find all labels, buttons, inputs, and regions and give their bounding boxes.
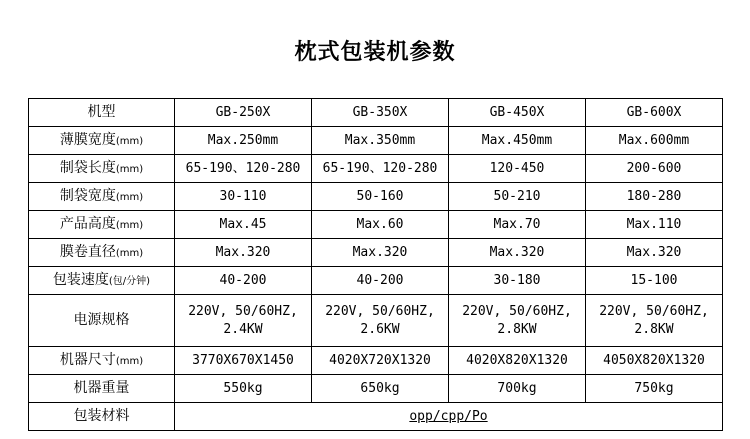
row-label-text: 制袋长度: [59, 160, 116, 177]
cell-value: Max.320: [312, 239, 449, 267]
header-model-1: GB-250X: [175, 99, 312, 127]
cell-value: [312, 295, 449, 347]
cell-line-2: 2.8KW: [497, 321, 537, 337]
table-row: [29, 155, 723, 183]
row-label-unit: (mm): [115, 356, 144, 368]
table-row-material: [29, 403, 723, 431]
cell-value: 4020X720X1320: [312, 347, 449, 375]
spec-table-container: [28, 98, 722, 431]
row-label-unit: (mm): [115, 248, 144, 260]
row-label-text: 包装速度: [52, 272, 109, 289]
cell-value: Max.350mm: [312, 127, 449, 155]
cell-value: 50-210: [449, 183, 586, 211]
cell-line-2: 2.6KW: [360, 321, 400, 337]
row-label: [29, 183, 175, 211]
cell-line-2: 2.8KW: [634, 321, 674, 337]
cell-value: 40-200: [312, 267, 449, 295]
cell-value: Max.45: [175, 211, 312, 239]
cell-value: Max.70: [449, 211, 586, 239]
table-row: [29, 127, 723, 155]
table-row: [29, 267, 723, 295]
row-label: [29, 295, 175, 347]
cell-value: Max.110: [586, 211, 723, 239]
table-row: [29, 211, 723, 239]
header-model-4: GB-600X: [586, 99, 723, 127]
cell-value: 40-200: [175, 267, 312, 295]
header-model-3: GB-450X: [449, 99, 586, 127]
cell-value: Max.320: [586, 239, 723, 267]
cell-value: 65-190、120-280: [175, 155, 312, 183]
table-row: [29, 375, 723, 403]
row-label-text: 产品高度: [59, 216, 116, 233]
row-label: [29, 375, 175, 403]
cell-value: 750kg: [586, 375, 723, 403]
cell-value: Max.320: [449, 239, 586, 267]
material-value: opp/cpp/Po: [175, 403, 723, 431]
cell-value: 4050X820X1320: [586, 347, 723, 375]
cell-value: 30-180: [449, 267, 586, 295]
header-model-2: GB-350X: [312, 99, 449, 127]
row-label-unit: (包/分钟): [108, 276, 151, 288]
row-label: [29, 239, 175, 267]
cell-value: 30-110: [175, 183, 312, 211]
cell-line-1: 220V, 50/60HZ,: [188, 303, 298, 319]
row-label-text: 机器重量: [73, 380, 130, 397]
cell-value: 50-160: [312, 183, 449, 211]
cell-value: 550kg: [175, 375, 312, 403]
row-label: 包装材料: [29, 403, 175, 431]
cell-value: Max.320: [175, 239, 312, 267]
table-row: [29, 347, 723, 375]
cell-value: [175, 295, 312, 347]
header-row-label: 机型: [29, 99, 175, 127]
row-label: [29, 211, 175, 239]
row-label-unit: (mm): [115, 164, 144, 176]
cell-value: 15-100: [586, 267, 723, 295]
spec-table: [28, 98, 723, 431]
table-row: [29, 239, 723, 267]
cell-value: [586, 295, 723, 347]
cell-value: 3770X670X1450: [175, 347, 312, 375]
page-title: 枕式包装机参数: [294, 39, 456, 65]
row-label-text: 薄膜宽度: [59, 132, 116, 149]
cell-value: Max.250mm: [175, 127, 312, 155]
cell-line-1: 220V, 50/60HZ,: [325, 303, 435, 319]
cell-value: Max.600mm: [586, 127, 723, 155]
row-label-unit: (mm): [115, 192, 144, 204]
cell-value: Max.60: [312, 211, 449, 239]
row-label-text: 膜卷直径: [59, 244, 116, 261]
cell-value: 65-190、120-280: [312, 155, 449, 183]
row-label-unit: (mm): [115, 220, 144, 232]
cell-value: 180-280: [586, 183, 723, 211]
row-label-text: 机器尺寸: [59, 352, 116, 369]
row-label: [29, 155, 175, 183]
row-label: [29, 127, 175, 155]
cell-line-1: 220V, 50/60HZ,: [462, 303, 572, 319]
cell-line-1: 220V, 50/60HZ,: [599, 303, 709, 319]
cell-value: 700kg: [449, 375, 586, 403]
row-label-text: 电源规格: [73, 312, 130, 329]
cell-line-2: 2.4KW: [223, 321, 263, 337]
cell-value: 120-450: [449, 155, 586, 183]
row-label-text: 制袋宽度: [59, 188, 116, 205]
cell-value: Max.450mm: [449, 127, 586, 155]
cell-value: 4020X820X1320: [449, 347, 586, 375]
table-row: [29, 295, 723, 347]
cell-value: 650kg: [312, 375, 449, 403]
row-label-unit: (mm): [115, 136, 144, 148]
row-label: [29, 267, 175, 295]
table-header-row: [29, 99, 723, 127]
table-row: [29, 183, 723, 211]
cell-value: 200-600: [586, 155, 723, 183]
cell-value: [449, 295, 586, 347]
row-label: [29, 347, 175, 375]
